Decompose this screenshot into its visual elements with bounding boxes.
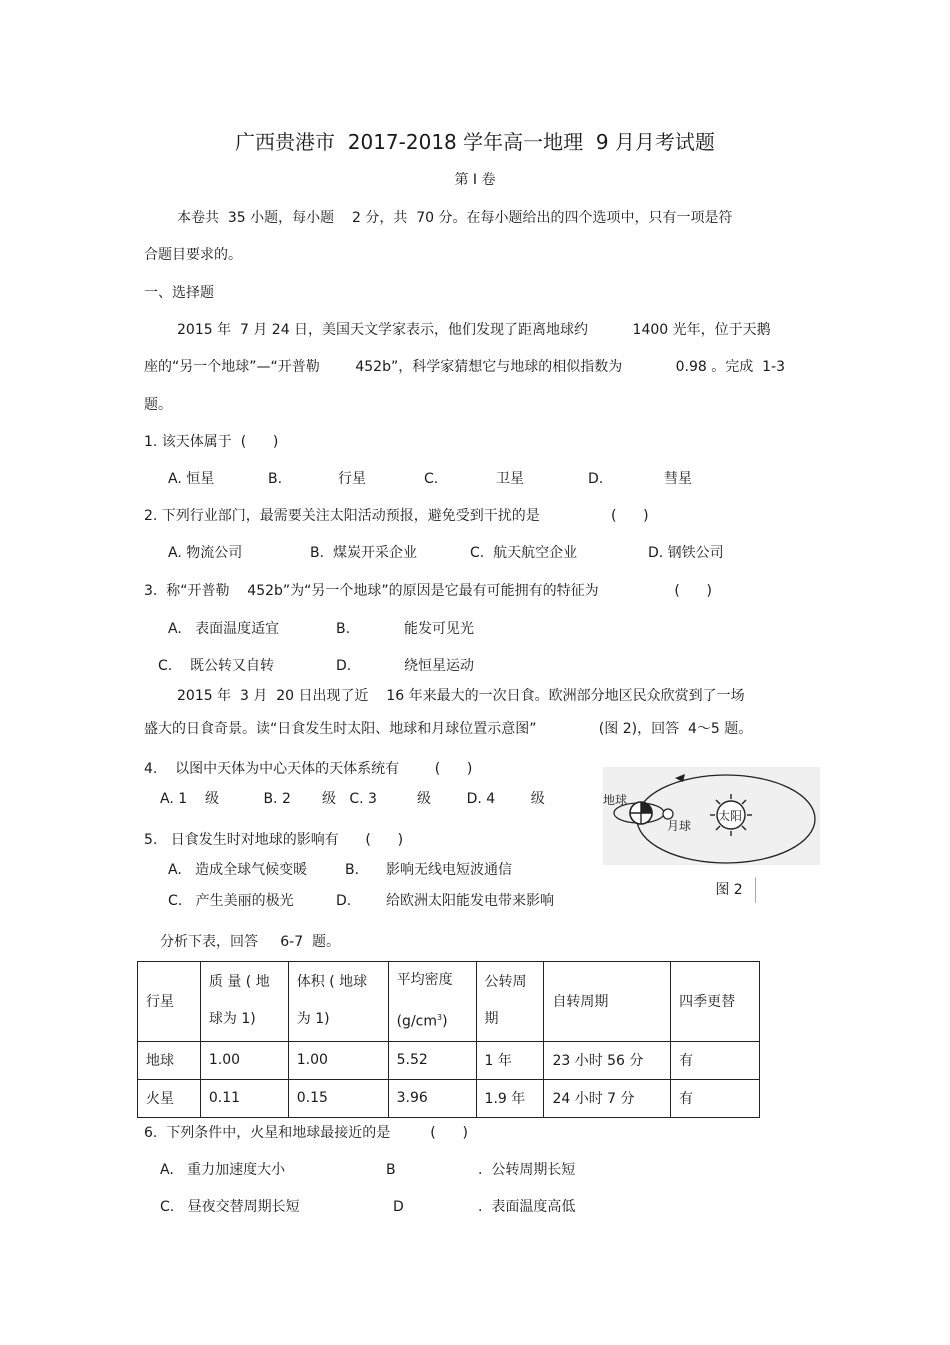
question-1-option-d: D.: [588, 471, 604, 487]
header-orbital-period: 公转周 期: [476, 962, 544, 1042]
question-6-stem: 6. 下列条件中，火星和地球最接近的是 ( ): [144, 1125, 468, 1141]
passage2-line-2: 盛大的日食奇景。读“日食发生时太阳、地球和月球位置示意图” (图 2)，回答 4～5 题。: [144, 721, 753, 737]
table-cell: 1.00: [200, 1041, 288, 1079]
question-3-option-c: C. 既公转又自转: [158, 658, 275, 674]
question-1-stem: 1. 该天体属于 ( ): [144, 434, 279, 450]
question-3-option-d-text: 绕恒星运动: [404, 658, 474, 674]
question-2-stem: 2. 下列行业部门，最需要关注太阳活动预报，避免受到干扰的是 ( ): [144, 508, 649, 524]
table-cell: 地球: [138, 1041, 201, 1079]
header-volume: 体积 ( 地球 为 1): [288, 962, 388, 1042]
sun-label: 太阳: [718, 809, 743, 823]
intro-line-2: 合题目要求的。: [144, 247, 242, 263]
table-cell: 1.9 年: [476, 1079, 544, 1117]
question-3-option-d: D.: [336, 658, 352, 674]
question-3-option-b-text: 能发可见光: [404, 621, 474, 637]
volume-label: 第 I 卷: [454, 172, 496, 188]
passage2-line-1: 2015 年 3 月 20 日出现了近 16 年来最大的一次日食。欧洲部分地区民众欣赏到了一场: [177, 688, 745, 704]
header-seasons: 四季更替: [671, 962, 760, 1042]
question-4-options: A. 1 级 B. 2 级 C. 3 级 D. 4 级: [160, 791, 545, 807]
question-1-option-b: B.: [268, 471, 283, 487]
question-1-option-d-text: 彗星: [664, 471, 692, 487]
question-6-option-b-text: . 公转周期长短: [478, 1162, 576, 1178]
table-cell: 24 小时 7 分: [544, 1079, 671, 1117]
table-cell: 有: [671, 1041, 760, 1079]
intro-line-1: 本卷共 35 小题，每小题 2 分，共 70 分。在每小题给出的四个选项中，只有一项是符: [177, 210, 733, 226]
table-cell: 0.11: [200, 1079, 288, 1117]
question-5-option-b: B.: [345, 862, 360, 878]
header-planet: 行星: [138, 962, 201, 1042]
table-cell: 0.15: [288, 1079, 388, 1117]
earth-label: 地球: [603, 793, 628, 807]
question-6-option-d-text: . 表面温度高低: [478, 1199, 576, 1215]
question-5-option-d-text: 给欧洲太阳能发电带来影响: [386, 893, 554, 909]
table-cell: 1.00: [288, 1041, 388, 1079]
question-6-option-b: B: [386, 1162, 396, 1178]
question-2-option-a: A. 物流公司: [168, 545, 243, 561]
question-5-stem: 5. 日食发生时对地球的影响有 ( ): [144, 832, 404, 848]
table-cell: 有: [671, 1079, 760, 1117]
table-cell: 火星: [138, 1079, 201, 1117]
question-3-option-b: B.: [336, 621, 351, 637]
question-2-option-c: C. 航天航空企业: [470, 545, 578, 561]
table-cell: 23 小时 56 分: [544, 1041, 671, 1079]
question-6-option-a: A. 重力加速度大小: [160, 1162, 286, 1178]
question-5-option-d: D.: [336, 893, 352, 909]
page-title: 广西贵港市 2017-2018 学年高一地理 9 月月考试题: [235, 130, 715, 154]
figure-caption: 图 2: [703, 877, 756, 903]
table-cell: 3.96: [388, 1079, 476, 1117]
question-6-option-c: C. 昼夜交替周期长短: [160, 1199, 300, 1215]
question-6-option-d: D: [393, 1199, 404, 1215]
question-1-option-a: A. 恒星: [168, 471, 215, 487]
passage1-line-3: 题。: [144, 397, 172, 413]
question-5-option-a: A. 造成全球气候变暖: [168, 862, 308, 878]
passage1-line-1: 2015 年 7 月 24 日，美国天文学家表示，他们发现了距离地球约 1400 光年，位于天鹅: [177, 322, 771, 338]
question-4-stem: 4. 以图中天体为中心天体的天体系统有 ( ): [144, 761, 473, 777]
question-5-option-c: C. 产生美丽的极光: [168, 893, 294, 909]
question-1-option-c-text: 卫星: [496, 471, 524, 487]
table-cell: 1 年: [476, 1041, 544, 1079]
moon-label: 月球: [667, 819, 692, 833]
question-2-option-d: D. 钢铁公司: [648, 545, 724, 561]
section-heading: 一、选择题: [144, 285, 214, 301]
table-row: [138, 1079, 760, 1117]
header-density: 平均密度 $(g/cm^3)$: [388, 962, 476, 1042]
table-row: [138, 1041, 760, 1079]
planet-comparison-table: [137, 961, 760, 1118]
eclipse-diagram-svg: [603, 767, 820, 865]
passage1-line-2: 座的“另一个地球”—“开普勒 452b”，科学家猜想它与地球的相似指数为 0.98 。完成 1-3: [144, 359, 786, 375]
question-1-option-b-text: 行星: [338, 471, 366, 487]
question-3-option-a: A. 表面温度适宜: [168, 621, 280, 637]
question-2-option-b: B. 煤炭开采企业: [310, 545, 417, 561]
question-5-option-b-text: 影响无线电短波通信: [386, 862, 512, 878]
eclipse-diagram: [603, 767, 820, 865]
question-3-stem: 3. 称“开普勒 452b”为“另一个地球”的原因是它最有可能拥有的特征为 ( ): [144, 583, 712, 599]
table-cell: 5.52: [388, 1041, 476, 1079]
table-intro: 分析下表，回答 6-7 题。: [160, 934, 341, 950]
header-rotation-period: 自转周期: [544, 962, 671, 1042]
moon-symbol: [663, 809, 673, 819]
table-header-row: [138, 962, 760, 1042]
question-1-option-c: C.: [424, 471, 439, 487]
header-mass: 质 量 ( 地 球为 1): [200, 962, 288, 1042]
